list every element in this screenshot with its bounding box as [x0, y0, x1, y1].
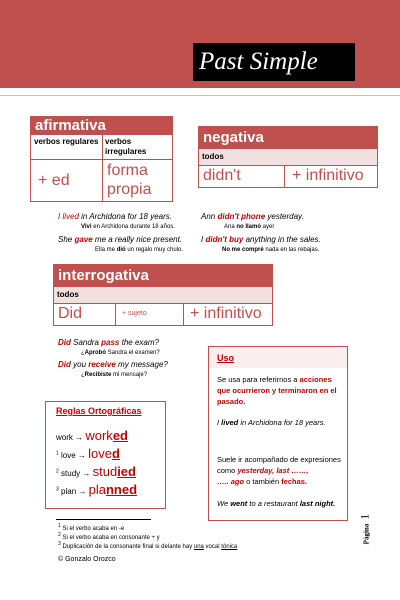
interrogativa-col-divider-1 — [115, 303, 116, 325]
footnote-2: $^2$ Si el verbo acaba en consonante + y — [58, 532, 160, 541]
aff-example-1: I lived in Archidona for 18 years. — [58, 212, 172, 221]
aff-translation-1: Vivi en Archidona durante 18 años. — [81, 224, 175, 230]
interrogativa-divider — [54, 303, 272, 304]
regular-verbs-header: verbos regulares — [34, 137, 99, 146]
footnote-1: $^1$ Si el verbo acaba en -e — [58, 523, 125, 532]
afirmativa-table — [30, 116, 173, 202]
page-title: Past Simple — [193, 43, 355, 81]
usage-definition: Se usa para referirnos a acciones que ocurrieron y terminaron en el pasado. — [217, 375, 337, 406]
negativa-col-divider — [284, 165, 285, 187]
usage-example-2: We went to a restaurant last night. — [217, 499, 336, 508]
irregular-rule: forma propia — [107, 162, 152, 198]
neg-example-1-verb: didn't phone — [217, 212, 266, 221]
spelling-rules-heading: Reglas Ortográficas — [56, 406, 142, 416]
regular-rule: + ed — [38, 172, 70, 189]
interrogativa-col-divider-2 — [183, 303, 184, 325]
neg-translation-1: Ana no llamó ayer — [224, 224, 275, 230]
rule-item-4: $^3$ plan → planned — [56, 482, 138, 497]
interrogativa-table — [53, 264, 273, 326]
banner-divider — [0, 95, 400, 96]
interrogativa-subject: + sujeto — [122, 310, 147, 317]
negativa-heading: negativa — [199, 127, 377, 149]
footnote-3: $^3$ Duplicación de la consonante final si delante hay una vocal tónica — [58, 541, 238, 550]
afirmativa-heading: afirmativa — [31, 117, 172, 135]
int-example-1: Did Sandra pass the exam? — [58, 338, 159, 347]
interrogativa-infinitive: + infinitivo — [190, 305, 262, 322]
neg-example-1: Ann didn't phone yesterday. — [201, 212, 304, 221]
neg-example-2-verb: didn't buy — [205, 235, 244, 244]
afirmativa-col-divider — [102, 135, 103, 201]
usage-example-1: I lived in Archidona for 18 years. — [217, 418, 326, 427]
interrogativa-auxiliary: Did — [58, 305, 83, 322]
negativa-table — [198, 126, 378, 188]
negativa-infinitive: + infinitivo — [292, 167, 364, 184]
interrogativa-heading: interrogativa — [54, 265, 272, 287]
int-translation-2: ¿Recibiste mi mensaje? — [81, 372, 148, 378]
negativa-subheader: todos — [199, 149, 377, 165]
neg-example-2: I didn't buy anything in the sales. — [201, 235, 321, 244]
rule-item-3: $^2$ study → studied — [56, 464, 136, 479]
usage-body — [209, 368, 347, 520]
usage-heading: Uso — [217, 353, 235, 363]
irregular-verbs-header: verbos irregulares — [105, 137, 147, 156]
neg-translation-2: No me compré nada en las rebajas. — [222, 247, 320, 253]
aff-translation-2: Ella me dió un regalo muy chulo. — [95, 247, 184, 253]
copyright: © Gonzalo Orozco — [58, 556, 116, 563]
negativa-auxiliary: didn't — [203, 167, 241, 184]
interrogativa-subheader: todos — [54, 287, 272, 303]
int-translation-1: ¿Aprobó Sandra el examen? — [81, 350, 160, 356]
spelling-rules-box — [45, 401, 166, 509]
footnote-separator — [56, 519, 151, 520]
int-example-2: Did you receive my message? — [58, 360, 168, 369]
rule-item-1: work → worked — [56, 428, 128, 443]
aff-example-2-verb: gave — [74, 235, 93, 244]
usage-time-expressions: Suele ir acompañado de expresiones como yesterday, last ……, ….. ago o también fechas. — [217, 455, 341, 486]
aff-example-2: She gave me a really nice present. — [58, 235, 183, 244]
negativa-divider — [199, 165, 377, 166]
page-number: Página 1 — [357, 513, 372, 545]
aff-example-1-verb: I lived — [58, 212, 79, 221]
usage-box — [208, 346, 348, 521]
rule-item-2: $^1$ love → loved — [56, 446, 120, 461]
